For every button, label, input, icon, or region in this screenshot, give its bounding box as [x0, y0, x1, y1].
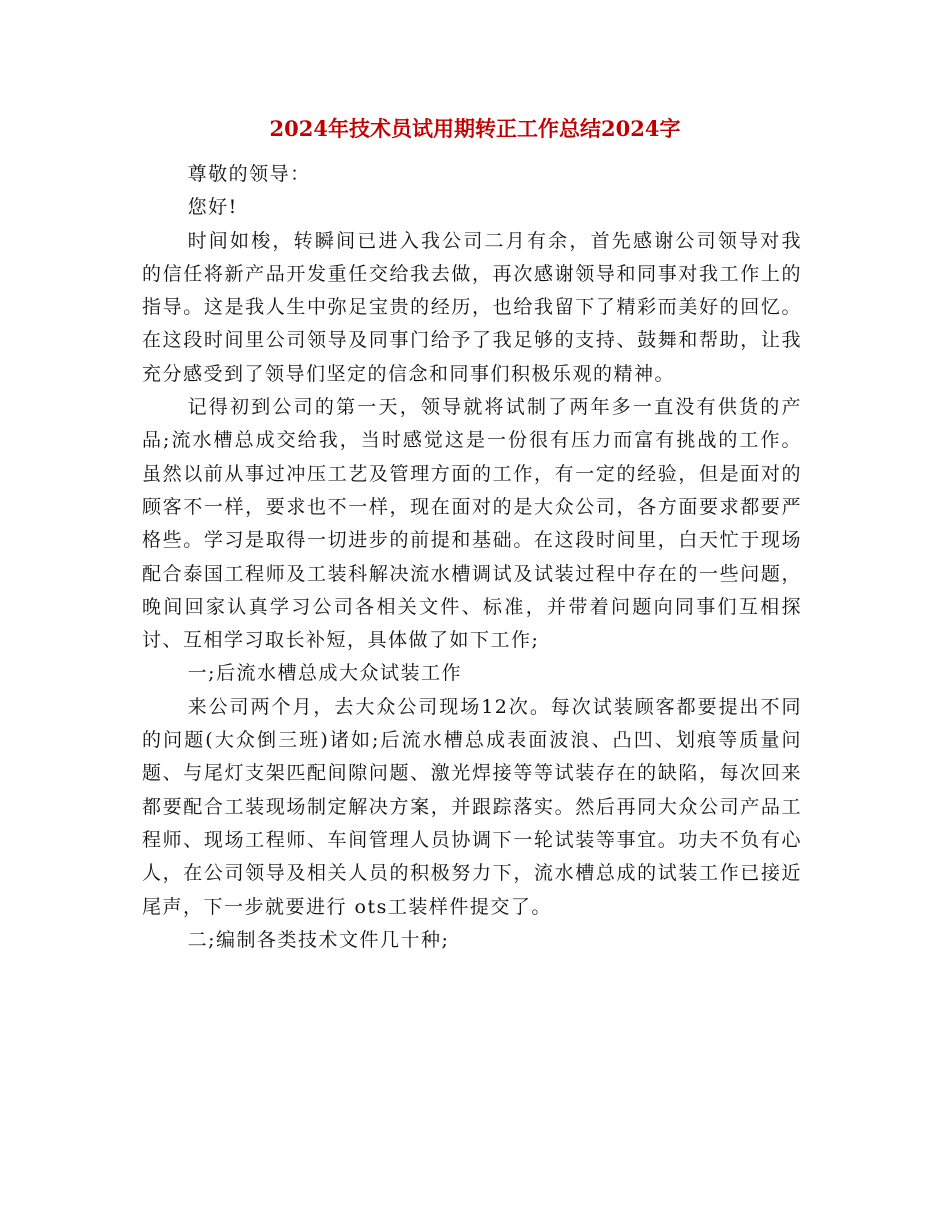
paragraph-intro: 时间如梭，转瞬间已进入我公司二月有余，首先感谢公司领导对我的信任将新产品开发重任交给我去做，再次感谢领导和同事对我工作上的指导。这是我人生中弥足宝贵的经历，也给我留下了精彩而美好的回忆。在这段时间里公司领导及同事门给予了我足够的支持、鼓舞和帮助，让我充分感受到了领导们坚定的信念和同事们积极乐观的精神。: [142, 229, 802, 385]
section-heading-1: 一;后流水槽总成大众试装工作: [187, 662, 462, 685]
greeting: 您好!: [187, 196, 238, 219]
salutation: 尊敬的领导：: [187, 163, 311, 185]
document-body: [142, 158, 802, 957]
paragraph-trial-assembly: 来公司两个月，去大众公司现场12次。每次试装顾客都要提出不同的问题(大众倒三班)诸如;后流水槽总成表面波浪、凸凹、划痕等质量问题、与尾灯支架匹配间隙问题、激光焊接等等试装存在的缺陷，每次回来都要配合工装现场制定解决方案，并跟踪落实。然后再同大众公司产品工程师、现场工程师、车间管理人员协调下一轮试装等事宜。功夫不负有心人，在公司领导及相关人员的积极努力下，流水槽总成的试装工作已接近尾声，下一步就要进行 ots工装样件提交了。: [142, 695, 802, 918]
section-heading-2: 二;编制各类技术文件几十种;: [187, 928, 450, 951]
paragraph-first-day: 记得初到公司的第一天，领导就将试制了两年多一直没有供货的产品;流水槽总成交给我，当时感觉这是一份很有压力而富有挑战的工作。虽然以前从事过冲压工艺及管理方面的工作，有一定的经验，但是面对的顾客不一样，要求也不一样，现在面对的是大众公司，各方面要求都要严格些。学习是取得一切进步的前提和基础。在这段时间里，白天忙于现场配合泰国工程师及工装科解决流水槽调试及试装过程中存在的一些问题，晚间回家认真学习公司各相关文件、标准，并带着问题向同事们互相探讨、互相学习取长补短，具体做了如下工作;: [142, 396, 802, 652]
document-title: 2024年技术员试用期转正工作总结2024字: [269, 116, 681, 141]
